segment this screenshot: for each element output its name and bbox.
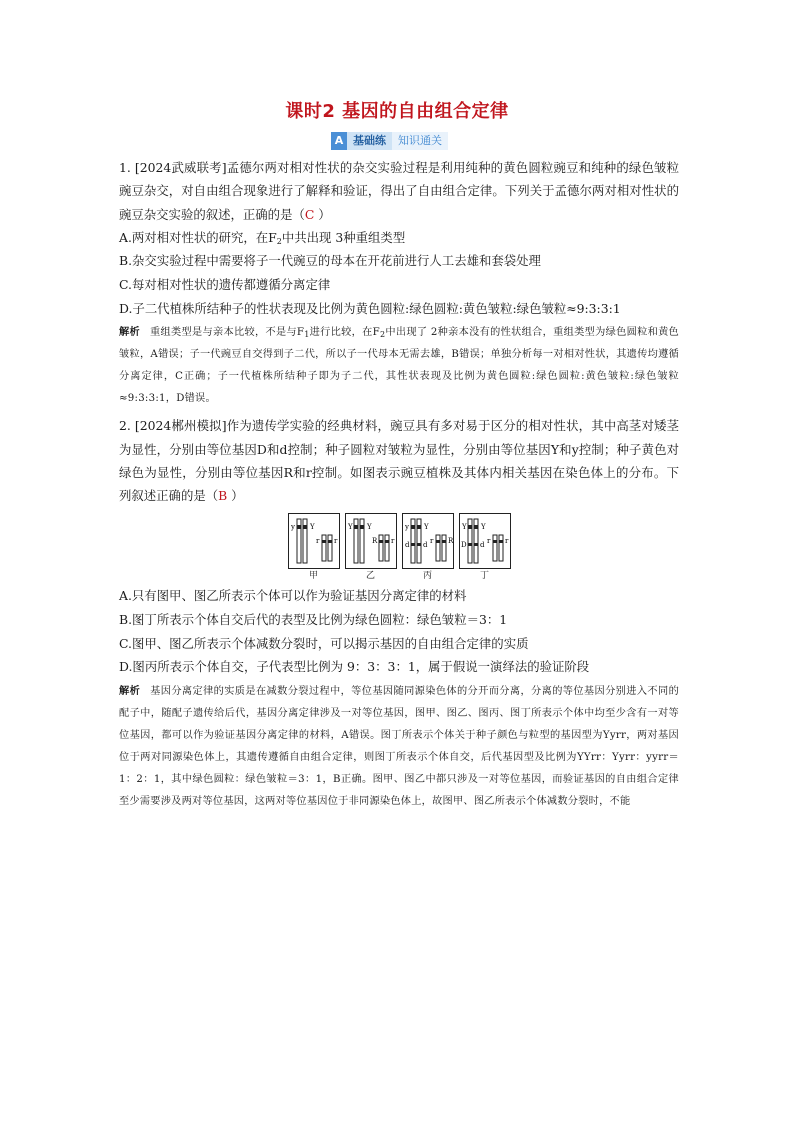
analysis-text-3: 中出现了 2种亲本没有的性状组合，重组类型为绿色圆粒和黄色皱粒，A错误；子一代豌豆自交得到子二代，所以子一代母本无需去雄，B错误；单独分析每一对相对性状，其遗传均遵循分离定律，C正确；子一代植株所结种子即为子二代，其性状表现及比例为黄色圆粒:绿色圆粒:黄色皱粒:绿色皱粒≈9:3:3:1，D错误。 [119,327,679,405]
gene-label: y [290,523,295,532]
chromosome-diagram-yi [345,513,397,569]
analysis-label: 解析 [119,327,140,339]
question-1-option-b: B.杂交实验过程中需要将子一代豌豆的母本在开花前进行人工去雄和套袋处理 [119,253,541,269]
chromosome-diagram-ding [459,513,511,569]
gene-label: Y [347,523,353,532]
gene-label: d [422,541,427,550]
question-2-analysis [119,681,679,813]
figure-caption-ding: 丁 [479,571,489,582]
figure-caption-jia: 甲 [308,571,318,582]
gene-label: Y [309,523,315,532]
figure-panel-bing [402,513,454,582]
section-badge [331,132,448,150]
lesson-title: 课时2 基因的自由组合定律 [285,101,509,122]
question-2-stem [119,414,679,507]
analysis-sub-2: 2 [379,330,386,340]
gene-label: r [429,537,433,546]
option-a-sub: 2 [276,236,282,246]
option-a-text-end: 中共出现 3种重组类型 [281,229,406,245]
analysis-sub-1: 1 [304,330,310,340]
figure-panel-jia [288,513,340,582]
question-2-option-a: A.只有图甲、图乙所表示个体可以作为验证基因分离定律的材料 [119,588,467,604]
content-area [119,156,679,813]
question-2-close: ） [227,488,244,504]
badge-letter: A [331,132,347,150]
question-1-close: ） [314,206,331,222]
question-1-text: 1. [2024武威联考]孟德尔两对相对性状的杂交实验过程是利用纯种的黄色圆粒豌豆和纯种的绿色皱粒豌豆杂交，对自由组合现象进行了解释和验证，得出了自由组合定律。下列关于孟德尔两对相对性状的豌豆杂交实验的叙述，正确的是（ [119,160,679,222]
question-2-option-d: D.图丙所表示个体自交，子代表型比例为 9：3：3：1，属于假说一演绎法的验证阶段 [119,659,590,675]
gene-label: y [404,523,409,532]
gene-label: Y [366,523,372,532]
figure-panel-ding [459,513,511,582]
gene-label: d [479,541,484,550]
question-2-text: 2. [2024郴州模拟]作为遗传学实验的经典材料，豌豆具有多对易于区分的相对性状，其中高茎对矮茎为显性，分别由等位基因D和d控制；种子圆粒对皱粒为显性，分别由等位基因Y和y控制；种子黄色对绿色为显性，分别由等位基因R和r控制。如图表示豌豆植株及其体内相关基因在染色体上的分布。下列叙述正确的是（ [119,418,679,504]
analysis-text-1: 重组类型是与亲本比较，不是与F [150,327,305,339]
question-1-analysis [119,322,679,410]
gene-label: r [486,537,490,546]
gene-label: d [404,541,409,550]
question-1-option-c: C.每对相对性状的遗传都遵循分离定律 [119,277,331,293]
option-a-text: A.两对相对性状的研究，在F [119,229,277,245]
chromosome-diagram-jia [288,513,340,569]
question-1-stem [119,156,679,226]
gene-label: r [504,537,508,546]
analysis-label: 解析 [119,685,141,697]
gene-label: Y [461,523,467,532]
question-2-option-c: C.图甲、图乙所表示个体减数分裂时，可以揭示基因的自由组合定律的实质 [119,635,529,651]
badge-label-knowledge: 知识通关 [392,132,448,150]
chromosome-diagram-bing [402,513,454,569]
figure-panel-yi [345,513,397,582]
chromosome-figure [119,513,679,582]
question-1-option-a [119,226,679,250]
analysis-text-2: 进行比较，在F [309,327,380,339]
badge-label-basic: 基础练 [347,132,392,150]
gene-label: Y [480,523,486,532]
gene-label: R [447,537,453,546]
gene-label: R [371,537,377,546]
figure-caption-bing: 丙 [422,571,432,582]
gene-label: r [333,537,337,546]
question-2-option-b: B.图丁所表示个体自交后代的表型及比例为绿色圆粒：绿色皱粒＝3：1 [119,612,508,628]
question-1-option-d: D.子二代植株所结种子的性状表现及比例为黄色圆粒:绿色圆粒:黄色皱粒:绿色皱粒≈9:3:3:1 [119,300,621,316]
figure-caption-yi: 乙 [365,571,375,582]
question-1-answer: C [304,206,315,222]
analysis-text: 基因分离定律的实质是在减数分裂过程中，等位基因随同源染色体的分开而分离，分离的等位基因分别进入不同的配子中，随配子遗传给后代，基因分离定律涉及一对等位基因，图甲、图乙、图丙、图丁所表示个体中均至少含有一对等位基因，都可以作为验证基因分离定律的材料，A错误。图丁所表示个体关于种子颜色与粒型的基因型为Yyrr，两对基因位于两对同源染色体上，其遗传遵循自由组合定律，则图丁所表示个体自交，后代基因型及比例为YYrr：Yyrr：yyrr＝1：2：1，其中绿色圆粒：绿色皱粒＝3：1，B正确。图甲、图乙中都只涉及一对等位基因，而验证基因的自由组合定律至少需要涉及两对等位基因，这两对等位基因位于非同源染色体上，故图甲、图乙所表示个体减数分裂时，不能 [119,685,680,807]
question-2-answer: B [218,488,228,504]
gene-label: D [460,541,467,550]
gene-label: r [390,537,394,546]
gene-label: r [315,537,319,546]
gene-label: Y [423,523,429,532]
